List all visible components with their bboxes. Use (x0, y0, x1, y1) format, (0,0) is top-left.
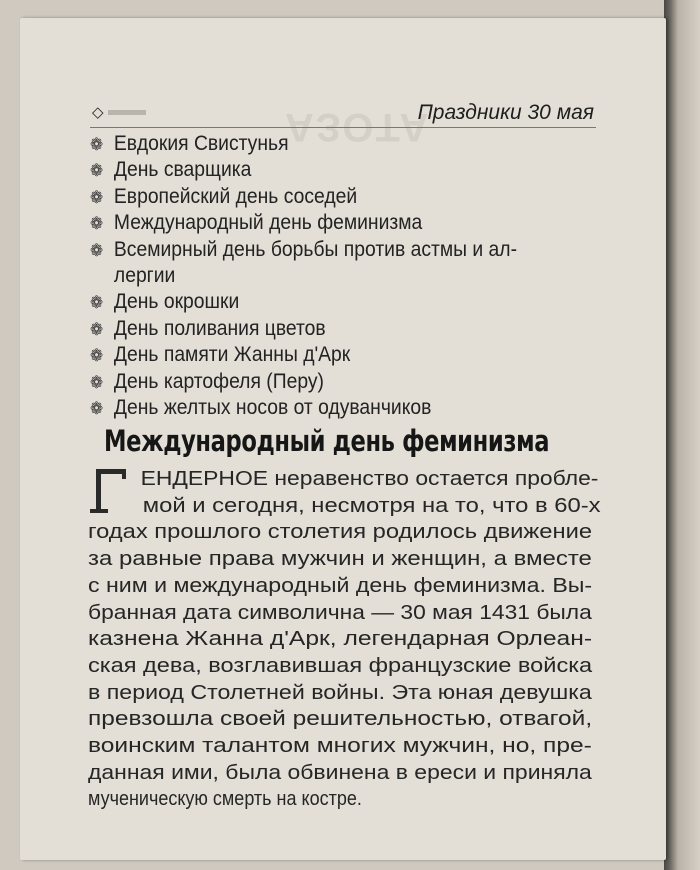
article-line: ская дева, возглавившая французские войска (88, 654, 593, 677)
article-line: в период Столетней войны. Эта юная девушка (88, 681, 592, 704)
list-item-continuation: лергии (113, 264, 176, 288)
list-item: ❁ Европейский день соседей (90, 184, 615, 210)
article-line: данная ими, была обвинена в ереси и приняла (88, 761, 592, 784)
list-item: ❁ Международный день феминизма (90, 210, 615, 236)
flower-bullet-icon: ❁ (90, 161, 104, 181)
flower-bullet-icon: ❁ (90, 319, 104, 339)
article-line: ЕНДЕРНОЕ неравенство остается пробле- (140, 468, 599, 490)
list-item: ❁ День памяти Жанны д'Арк (90, 342, 615, 368)
flower-bullet-icon: ❁ (90, 293, 104, 313)
section-title: Праздники 30 мая (417, 101, 594, 124)
article-line: казнена Жанна д'Арк, легендарная Орлеан- (88, 628, 593, 651)
article-body (88, 466, 601, 813)
list-item: ❁ День поливания цветов (90, 316, 615, 342)
list-item: ❁ День окрошки (90, 289, 615, 315)
article-line: годах прошлого столетия родилось движение (88, 521, 593, 544)
flower-bullet-icon: ❁ (90, 135, 104, 154)
section-header (90, 101, 596, 128)
flower-bullet-icon: ❁ (90, 372, 104, 392)
article-line: мученическую смерть на костре. (88, 788, 362, 811)
flower-bullet-icon: ❁ (90, 214, 104, 234)
flower-bullet-icon: ❁ (90, 346, 104, 366)
article-line: бранная дата символична — 30 мая 1431 была (88, 601, 592, 624)
article-line: воинским талантом многих мужчин, но, пре- (88, 735, 592, 758)
list-item: ❁ День картофеля (Перу) (90, 369, 615, 395)
article-line: мой и сегодня, несмотря на то, что в 60-х (142, 494, 601, 517)
show-through-print: АЗОТА (285, 105, 431, 149)
flower-bullet-icon: ❁ (90, 240, 104, 260)
article-title: Международный день феминизма (104, 424, 550, 458)
list-item: ❁ Всемирный день борьбы против астмы и ал- (90, 237, 615, 263)
article-line: превзошла своей решительностью, отвагой, (88, 708, 593, 731)
flower-bullet-icon: ❁ (90, 187, 104, 207)
article-line: с ним и международный день феминизма. Вы- (88, 574, 593, 597)
list-item: ❁ День сварщика (90, 157, 615, 183)
list-item: ❁ День желтых носов от одуванчиков (90, 395, 615, 421)
holiday-list (90, 131, 596, 421)
header-rule-mark (108, 110, 146, 115)
list-item: ❁ Евдокия Свистунья (90, 131, 615, 157)
flower-bullet-icon: ❁ (90, 399, 104, 419)
article-line: за равные права мужчин и женщин, а вместе (88, 548, 592, 571)
diamond-icon: ◇ (92, 104, 104, 121)
